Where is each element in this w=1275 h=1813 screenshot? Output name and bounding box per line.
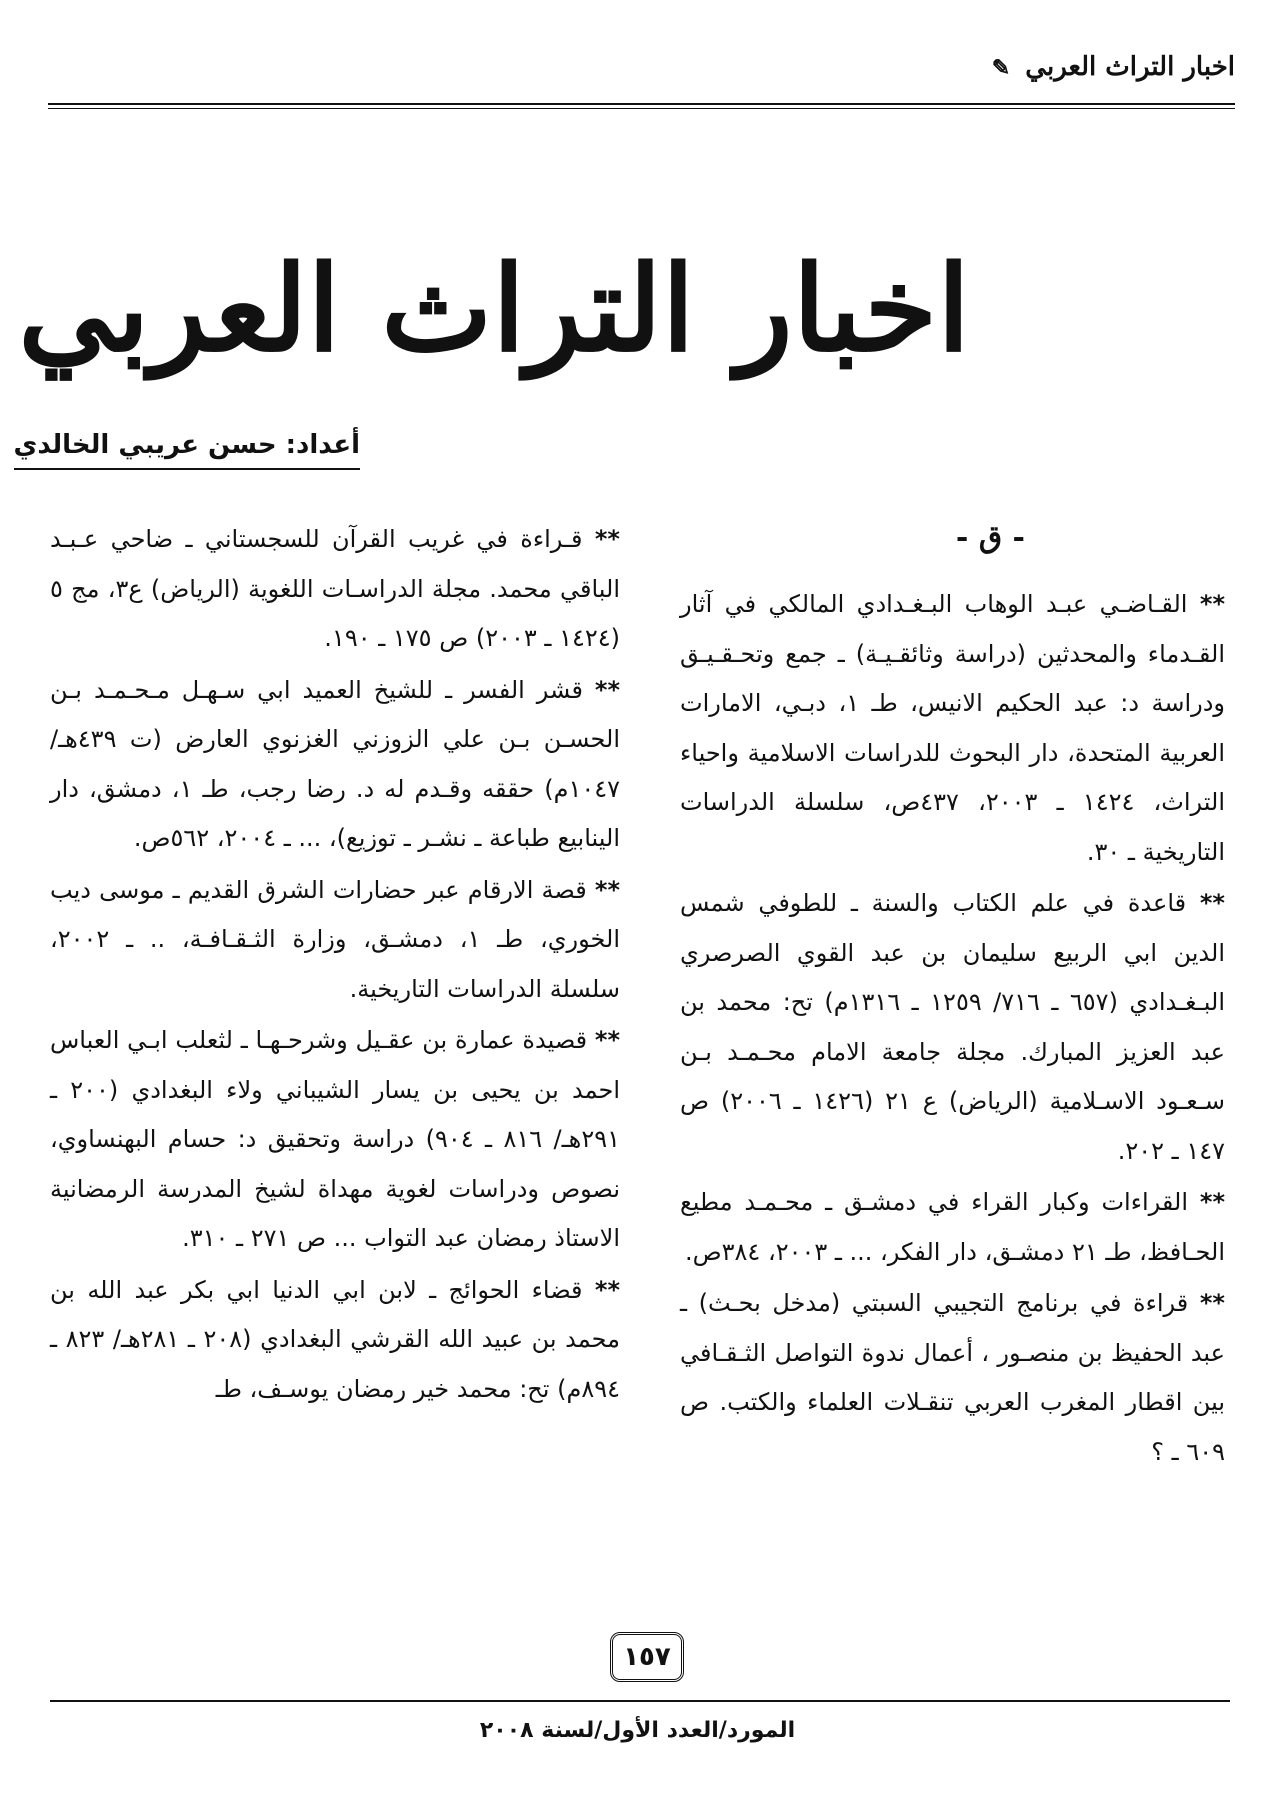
entry-marker: ** bbox=[594, 875, 620, 904]
entry-marker: ** bbox=[1199, 1289, 1225, 1317]
header-rule bbox=[48, 103, 1235, 105]
entry-marker: ** bbox=[594, 1275, 620, 1304]
left-column bbox=[50, 515, 620, 1416]
entry-marker: ** bbox=[1199, 1188, 1225, 1216]
bibliography-entry bbox=[680, 580, 1225, 877]
bibliography-entry bbox=[50, 1266, 620, 1415]
bibliography-entry bbox=[680, 1279, 1225, 1477]
bibliography-entry bbox=[50, 666, 620, 864]
bibliography-entry bbox=[50, 866, 620, 1015]
page-number-badge: ١٥٧ bbox=[610, 1632, 684, 1682]
article-title: اخبار التراث العربي bbox=[18, 239, 970, 378]
entry-marker: ** bbox=[594, 1026, 620, 1054]
running-title: اخبار التراث العربي bbox=[1025, 52, 1235, 82]
entry-marker: ** bbox=[1199, 590, 1225, 618]
entry-marker: ** bbox=[594, 675, 620, 704]
entry-text: قاعدة في علم الكتاب والسنة ـ للطوفي شمس الدين ابي الربيع سليمان بن عبد القوي الصرصري البـغـدادي (٦٥٧ ـ ٧١٦/ ١٢٥٩ ـ ١٣١٦م) تح: محمد بن عبد العزيز المبارك. مجلة جامعة الامام محـمـد بـن سـعـود الاسـلامية (الرياض) ع ٢١ (١٤٢٦ ـ ٢٠٠٦) ص ١٤٧ ـ ٢٠٢. bbox=[680, 889, 1225, 1165]
entry-text: القراءات وكبار القراء في دمشـق ـ محـمـد مطيع الحـافظ، طـ ٢١ دمشـق، دار الفكر، ... ـ ٢٠٠٣، ٣٨٤ص. bbox=[680, 1188, 1225, 1266]
entry-text: قصيدة عمارة بن عقـيل وشرحـهـا ـ لثعلب ابـي العباس احمد بن يحيى بن يسار الشيباني ولاء البغدادي (٢٠٠ ـ ٢٩١هـ/ ٨١٦ ـ ٩٠٤) دراسة وتحقيق د: حسام البهنساوي، نصوص ودراسات لغوية مهداة لشيخ المدرسة الرمضانية الاستاذ رمضان عبد التواب ... ص ٢٧١ ـ ٣١٠. bbox=[50, 1026, 620, 1252]
bibliography-entry bbox=[680, 1178, 1225, 1277]
entry-text: قصة الارقام عبر حضارات الشرق القديم ـ موسى ديب الخوري، طـ ١، دمشـق، وزارة الثـقـافـة، .. ـ ٢٠٠٢، سلسلة الدراسات التاريخية. bbox=[50, 875, 621, 1003]
entry-text: قـراءة في غريب القرآن للسجستاني ـ ضاحي عـبـد الباقي محمد. مجلة الدراسـات اللغوية (الرياض) ع٣، مج ٥ (١٤٢٤ ـ ٢٠٠٣) ص ١٧٥ ـ ١٩٠. bbox=[50, 525, 620, 652]
article-author: أعداد: حسن عريبي الخالدي bbox=[14, 430, 361, 470]
entry-marker: ** bbox=[1199, 889, 1225, 917]
right-column bbox=[680, 580, 1225, 1479]
entry-text: قشر الفسر ـ للشيخ العميد ابي سـهـل مـحـمـد بـن الحسـن بـن علي الزوزني الغزنوي العارض (ت ٤٣٩هـ/ ١٠٤٧م) حققه وقـدم له د. رضا رجب، طـ ١، دمشق، دار الينابيع طباعة ـ نشـر ـ توزيع)، ... ـ ٢٠٠٤، ٥٦٢ص. bbox=[50, 675, 621, 852]
bibliography-entry bbox=[50, 1016, 620, 1264]
entry-text: قضاء الحوائج ـ لابن ابي الدنيا ابي بكر عبد الله بن محمد بن عبيد الله القرشي البغدادي (٢٠٨ ـ ٢٨١هـ/ ٨٢٣ ـ ٨٩٤م) تح: محمد خير رمضان يوسـف، طـ bbox=[50, 1275, 620, 1403]
entry-text: قراءة في برنامج التجيبي السبتي (مدخل بحـث) ـ عبد الحفيظ بن منصـور ، أعمال ندوة التواصل الثـقـافي بين اقطار المغرب العربي تنقـلات العلماء والكتب. ص ٦٠٩ ـ ؟ bbox=[680, 1289, 1225, 1466]
entry-marker: ** bbox=[594, 525, 620, 553]
entry-text: القـاضـي عبـد الوهاب البـغـدادي المالكي في آثار القـدماء والمحدثين (دراسة وثائقـيـة) ـ جمع وتحـقـيـق ودراسة د: عبد الحكيم الانيس، طـ ١، دبـي، الامارات العربية المتحدة، دار البحوث للدراسات الاسلامية واحياء التراث، ١٤٢٤ ـ ٢٠٠٣، ٤٣٧ص، سلسلة الدراسات التاريخية ـ ٣٠. bbox=[680, 590, 1226, 866]
footer-citation: المورد/العدد الأول/لسنة ٢٠٠٨ bbox=[479, 1718, 796, 1743]
pen-ornament-icon: ✎ bbox=[991, 55, 1011, 81]
bibliography-entry bbox=[680, 879, 1225, 1176]
header-rule-thin bbox=[48, 108, 1235, 109]
bibliography-entry bbox=[50, 515, 620, 664]
running-header bbox=[992, 52, 1235, 82]
footer-rule bbox=[50, 1700, 1230, 1702]
letter-heading: - ق - bbox=[955, 520, 1025, 555]
